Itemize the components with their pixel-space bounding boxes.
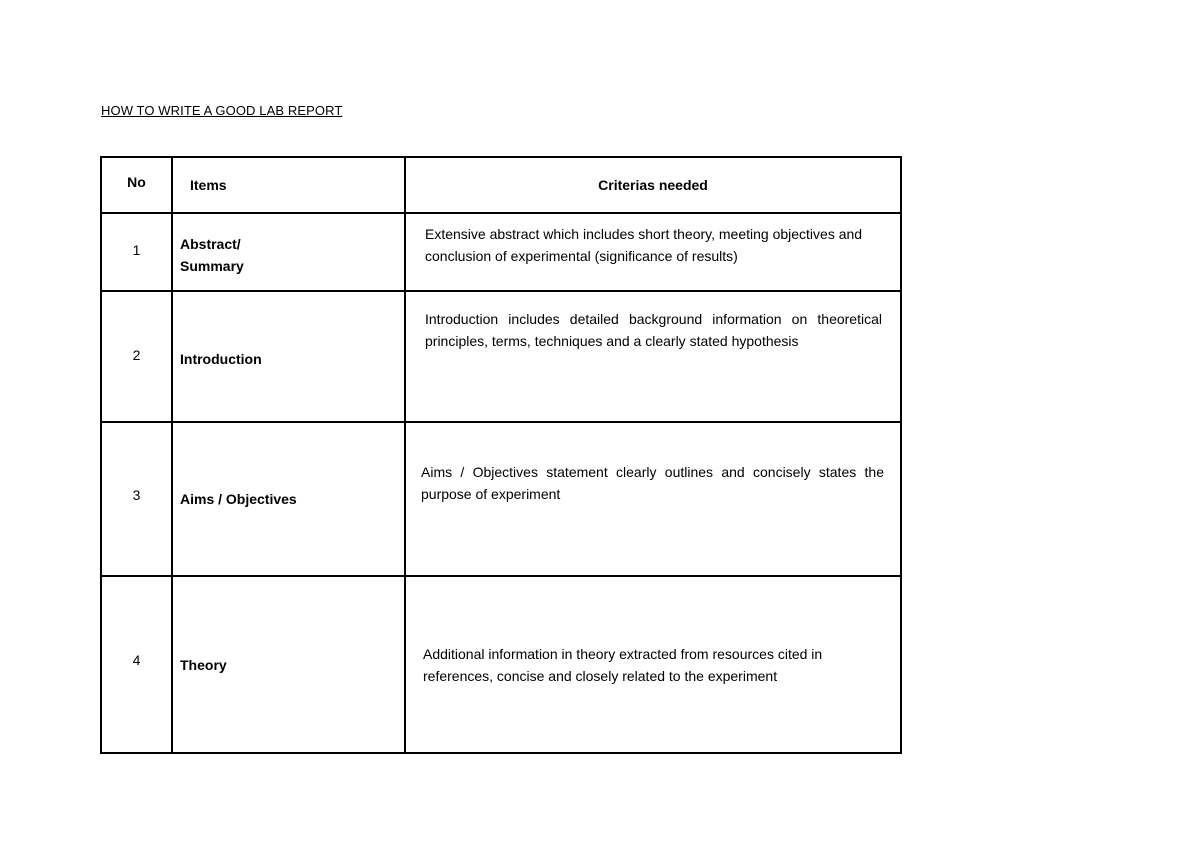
row-number bbox=[101, 213, 172, 291]
row-criteria: Additional information in theory extracted from resources cited in references, concise and closely related to the experiment bbox=[405, 576, 901, 753]
document-title: HOW TO WRITE A GOOD LAB REPORT bbox=[101, 103, 343, 118]
row-item bbox=[172, 576, 405, 753]
lab-report-criteria-table bbox=[100, 156, 902, 754]
header-items: Items bbox=[172, 157, 405, 213]
table-header-row bbox=[101, 157, 901, 213]
header-no-label: No bbox=[127, 174, 146, 190]
row-criteria: Introduction includes detailed background information on theoretical principles, terms, techniques and a clearly stated hypothesis bbox=[405, 291, 901, 422]
table-row bbox=[101, 291, 901, 422]
table-row bbox=[101, 422, 901, 576]
row-number bbox=[101, 422, 172, 576]
row-number bbox=[101, 576, 172, 753]
row-item-label-line2: Summary bbox=[180, 258, 244, 274]
table-row bbox=[101, 213, 901, 291]
row-item-label-line1: Abstract/ bbox=[180, 236, 241, 252]
header-criteria: Criterias needed bbox=[405, 157, 901, 213]
row-item-label: Theory bbox=[180, 656, 227, 673]
table-row bbox=[101, 576, 901, 753]
row-item bbox=[172, 422, 405, 576]
row-item bbox=[172, 291, 405, 422]
header-no bbox=[101, 157, 172, 213]
row-number-label: 2 bbox=[132, 346, 141, 363]
row-criteria: Aims / Objectives statement clearly outlines and concisely states the purpose of experiment bbox=[405, 422, 901, 576]
row-number bbox=[101, 291, 172, 422]
row-item-label: Introduction bbox=[180, 350, 262, 367]
row-item bbox=[172, 213, 405, 291]
row-number-label: 1 bbox=[132, 242, 141, 258]
row-criteria: Extensive abstract which includes short theory, meeting objectives and conclusion of experimental (significance of results) bbox=[405, 213, 901, 291]
row-number-label: 3 bbox=[132, 487, 141, 503]
row-number-label: 4 bbox=[132, 651, 141, 668]
row-item-label: Aims / Objectives bbox=[180, 491, 297, 507]
